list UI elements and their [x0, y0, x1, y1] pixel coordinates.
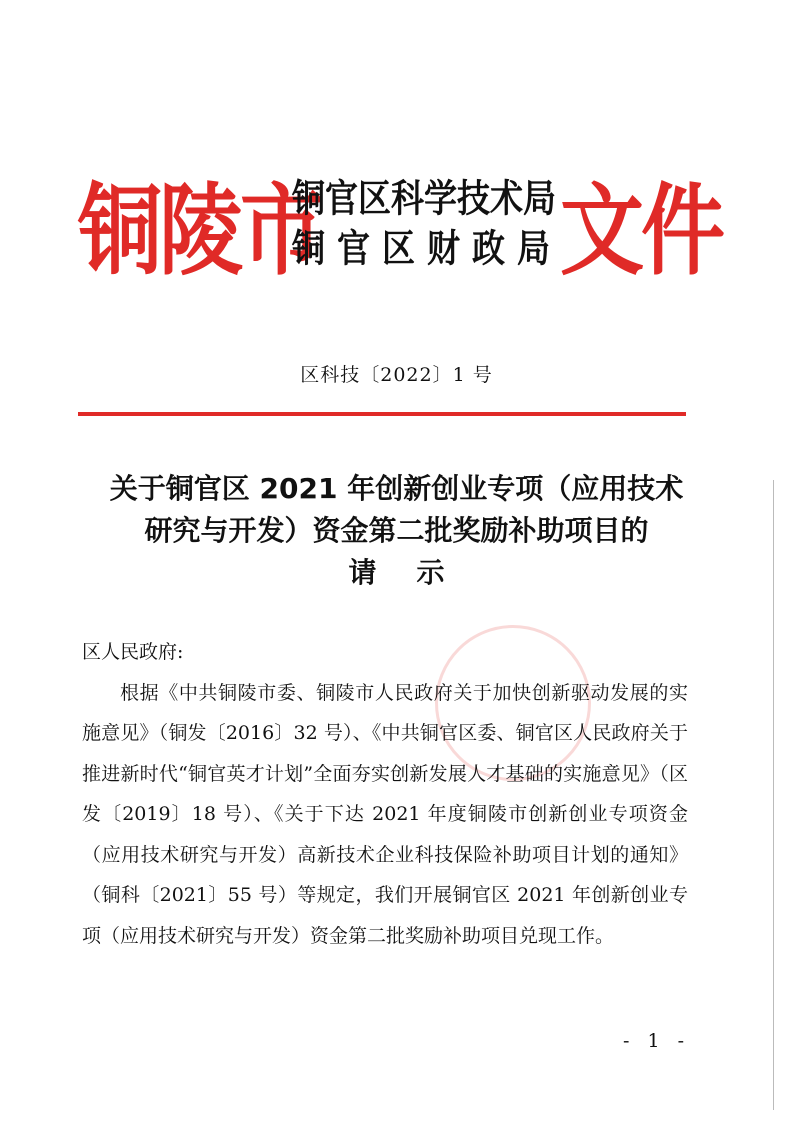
document-header [78, 160, 723, 295]
addressee: 区人民政府: [82, 641, 184, 663]
header-agencies [292, 170, 562, 270]
header-agency-science: 铜官区科学技术局 [292, 175, 556, 221]
document-number: 区科技〔2022〕1 号 [300, 364, 493, 386]
title-line-2: 研究与开发）资金第二批奖励补助项目的 [144, 514, 649, 547]
scan-edge-line [773, 480, 774, 1110]
red-divider [78, 412, 686, 416]
header-file-label: 文件 [560, 173, 723, 289]
title-line-3: 请示 [348, 556, 485, 589]
document-title [60, 468, 733, 594]
title-line-1: 关于铜官区 2021 年创新创业专项（应用技术 [109, 472, 684, 505]
header-city-name: 铜陵市 [78, 173, 322, 289]
page-number: - 1 - [623, 1030, 691, 1052]
header-agency-finance: 铜官区财政局 [292, 225, 562, 271]
body-paragraph: 根据《中共铜陵市委、铜陵市人民政府关于加快创新驱动发展的实施意见》（铜发〔2016〕32 号）、《中共铜官区委、铜官区人民政府关于推进新时代“铜官英才计划”全面夯实创新发展人才基础的实施意见》（区发〔2019〕18 号）、《关于下达 2021 年度铜陵市创新创业专项资金（应用技术研究与开发）高新技术企业科技保险补助项目计划的通知》（铜科〔2021〕55 号）等规定，我们开展铜官区 2021 年创新创业专项（应用技术研究与开发）资金第二批奖励补助项目兑现工作。 [82, 681, 688, 947]
document-body [82, 632, 688, 956]
